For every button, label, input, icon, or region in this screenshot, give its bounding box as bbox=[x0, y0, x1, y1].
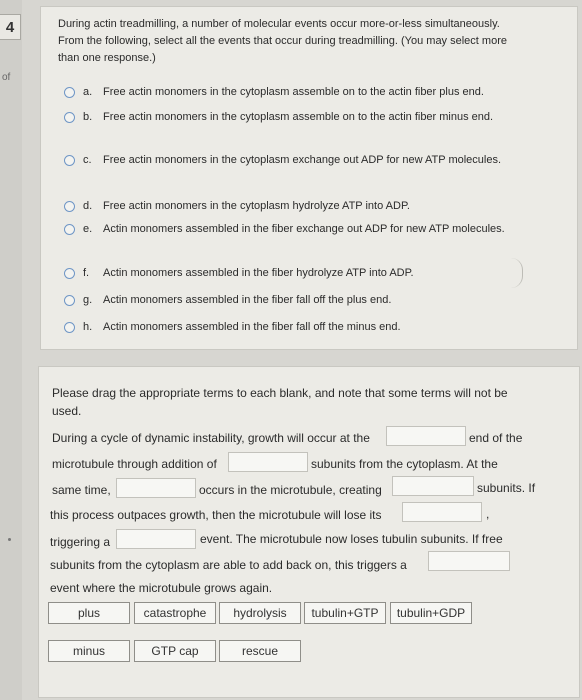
drop-blank-6[interactable] bbox=[116, 529, 196, 549]
of-label: of bbox=[2, 72, 11, 83]
option-f[interactable] bbox=[64, 264, 523, 283]
option-letter: d. bbox=[83, 200, 93, 212]
option-letter: a. bbox=[83, 86, 93, 98]
option-text: Free actin monomers in the cytoplasm exchange out ADP for new ATP molecules. bbox=[103, 154, 502, 166]
drop-blank-4[interactable] bbox=[392, 476, 474, 496]
sentence-text: subunits from the cytoplasm are able to add back on, this triggers a bbox=[50, 558, 407, 572]
option-text: Free actin monomers in the cytoplasm assemble on to the actin fiber minus end. bbox=[103, 111, 494, 123]
option-letter: f. bbox=[83, 267, 90, 279]
drag-instruction: Please drag the appropriate terms to each blank, and note that some terms will not be used. bbox=[52, 386, 508, 418]
drop-blank-1[interactable] bbox=[386, 426, 466, 446]
option-text: Free actin monomers in the cytoplasm hydrolyze ATP into ADP. bbox=[103, 200, 410, 212]
sentence-text: occurs in the microtubule, creating bbox=[199, 483, 382, 497]
option-c[interactable] bbox=[64, 151, 523, 170]
sentence-text: triggering a bbox=[50, 535, 111, 549]
radio-button[interactable] bbox=[64, 268, 75, 279]
sentence-text: subunits. If bbox=[477, 481, 536, 495]
radio-button[interactable] bbox=[64, 87, 75, 98]
left-rail bbox=[0, 0, 22, 700]
radio-button[interactable] bbox=[64, 295, 75, 306]
radio-button[interactable] bbox=[64, 201, 75, 212]
option-letter: h. bbox=[83, 321, 93, 333]
radio-button[interactable] bbox=[64, 155, 75, 166]
question-stem: During actin treadmilling, a number of molecular events occur more-or-less simultaneously. From the following, select all the events that occur during treadmilling. (You may select more than one response.) bbox=[58, 18, 507, 64]
option-d[interactable] bbox=[64, 197, 523, 216]
question-number[interactable]: 4 bbox=[0, 14, 21, 40]
radio-button[interactable] bbox=[64, 112, 75, 123]
option-e[interactable] bbox=[64, 220, 523, 239]
option-letter: c. bbox=[83, 154, 92, 166]
option-letter: e. bbox=[83, 223, 93, 235]
sentence-text: end of the bbox=[469, 431, 523, 445]
option-h[interactable] bbox=[64, 318, 523, 337]
term-hydrolysis[interactable]: hydrolysis bbox=[219, 602, 301, 624]
option-text: Free actin monomers in the cytoplasm assemble on to the actin fiber plus end. bbox=[103, 86, 484, 98]
option-text: Actin monomers assembled in the fiber hydrolyze ATP into ADP. bbox=[103, 267, 414, 279]
sentence-text: this process outpaces growth, then the microtubule will lose its bbox=[50, 508, 382, 522]
option-text: Actin monomers assembled in the fiber fall off the plus end. bbox=[103, 294, 392, 306]
sentence-text: subunits from the cytoplasm. At the bbox=[311, 457, 498, 471]
dot-marker bbox=[8, 538, 11, 541]
term-tubulin-gdp[interactable]: tubulin+GDP bbox=[390, 602, 472, 624]
radio-button[interactable] bbox=[64, 322, 75, 333]
option-text: Actin monomers assembled in the fiber fall off the minus end. bbox=[103, 321, 401, 333]
option-letter: b. bbox=[83, 111, 93, 123]
drop-blank-3[interactable] bbox=[116, 478, 196, 498]
sentence-text: microtubule through addition of bbox=[52, 457, 217, 471]
sentence-text: event. The microtubule now loses tubulin subunits. If free bbox=[200, 532, 503, 546]
radio-button[interactable] bbox=[64, 224, 75, 235]
drop-blank-5[interactable] bbox=[402, 502, 482, 522]
sentence-text: , bbox=[486, 507, 490, 521]
drop-blank-7[interactable] bbox=[428, 551, 510, 571]
term-minus[interactable]: minus bbox=[48, 640, 130, 662]
option-g[interactable] bbox=[64, 291, 523, 310]
term-catastrophe[interactable]: catastrophe bbox=[134, 602, 216, 624]
drop-blank-2[interactable] bbox=[228, 452, 308, 472]
term-tubulin-gtp[interactable]: tubulin+GTP bbox=[304, 602, 386, 624]
term-rescue[interactable]: rescue bbox=[219, 640, 301, 662]
option-letter: g. bbox=[83, 294, 93, 306]
sentence-text: During a cycle of dynamic instability, growth will occur at the bbox=[52, 431, 370, 445]
option-a[interactable] bbox=[64, 83, 523, 102]
option-b[interactable] bbox=[64, 108, 523, 127]
option-text: Actin monomers assembled in the fiber exchange out ADP for new ATP molecules. bbox=[103, 223, 505, 235]
sentence-text: same time, bbox=[52, 483, 111, 497]
sentence-text: event where the microtubule grows again. bbox=[50, 581, 273, 595]
term-plus[interactable]: plus bbox=[48, 602, 130, 624]
term-gtp-cap[interactable]: GTP cap bbox=[134, 640, 216, 662]
